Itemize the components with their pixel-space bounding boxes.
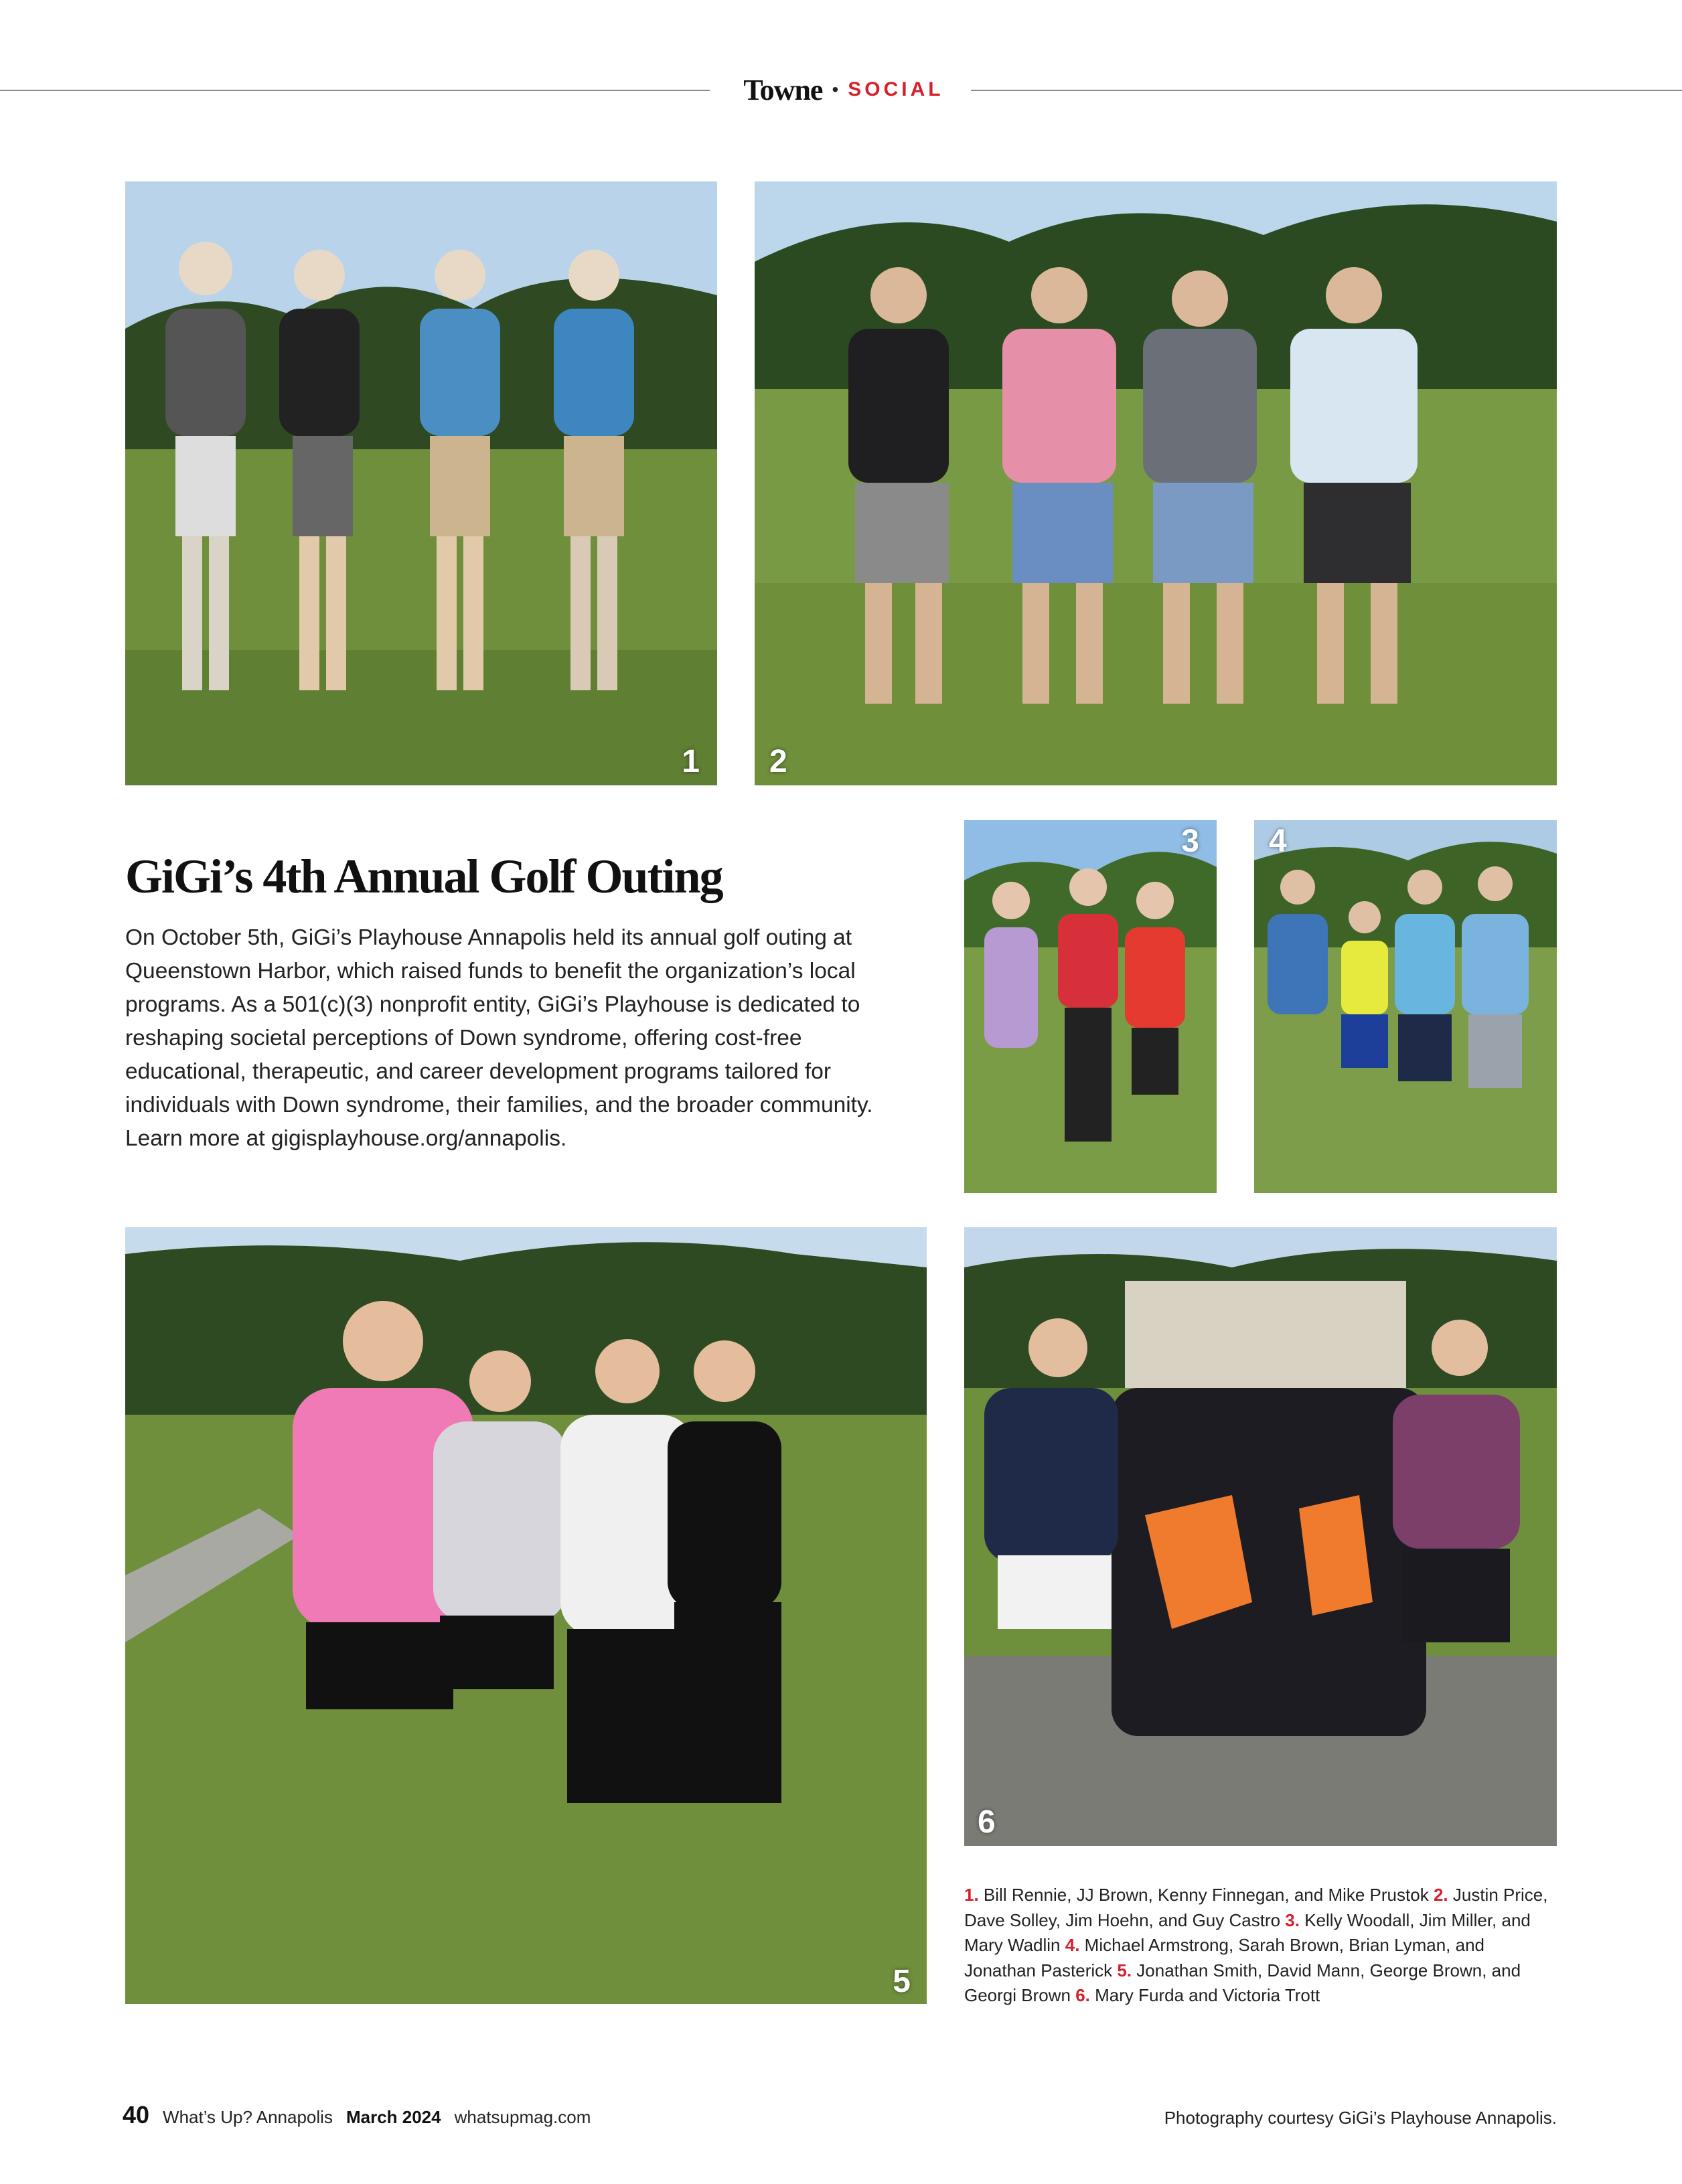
section-name: SOCIAL (848, 78, 944, 100)
golf-photo-icon (125, 1227, 927, 2004)
photo-credit: Photography courtesy GiGi’s Playhouse Annapolis. (1164, 2108, 1557, 2128)
header-rule-right (971, 90, 1682, 91)
page-footer (123, 2101, 591, 2134)
publication-name: What’s Up? Annapolis (163, 2107, 333, 2127)
photo-captions (964, 1883, 1553, 2009)
caption-number: 6. (1075, 1985, 1090, 2005)
header-rule-left (0, 90, 710, 91)
photo-number: 4 (1269, 824, 1287, 859)
caption-number: 4. (1065, 1935, 1080, 1955)
article-body: On October 5th, GiGi’s Playhouse Annapolis held its annual golf outing at Queenstown Harbor, which raised funds to benefit the organization’s local programs. As a 501(c)(3) nonprofit entity, GiGi’s Playhouse is dedicated to reshaping societal perceptions of Down syndrome, offering cost-free educational, therapeutic, and career development programs tailored for individuals with Down syndrome, their families, and the broader community. Learn more at gigisplayhouse.org/annapolis. (125, 925, 873, 1151)
caption-number: 2. (1433, 1885, 1448, 1905)
brand-name: Towne (743, 73, 823, 106)
photo-number: 3 (1181, 824, 1199, 859)
photo-1 (125, 181, 717, 785)
website-link[interactable]: whatsupmag.com (454, 2107, 591, 2127)
golf-photo-icon (125, 181, 717, 785)
caption-text: Justin Price, Dave Solley, Jim Hoehn, and Guy Castro (964, 1885, 1548, 1930)
photo-number: 2 (769, 744, 787, 779)
caption-number: 1. (964, 1885, 979, 1905)
caption-text: Mary Furda and Victoria Trott (1095, 1985, 1320, 2005)
section-header (730, 70, 958, 110)
caption-number: 3. (1285, 1909, 1300, 1930)
issue-date: March 2024 (346, 2107, 441, 2127)
golf-photo-icon (964, 1227, 1557, 1846)
photo-number: 1 (682, 744, 700, 779)
caption-text: Bill Rennie, JJ Brown, Kenny Finnegan, and Mike Prustok (983, 1885, 1429, 1905)
photo-5 (125, 1227, 927, 2004)
caption-text: Kelly Woodall, Jim Miller, and Mary Wadlin (964, 1909, 1531, 1955)
photo-number: 5 (893, 1964, 911, 1999)
photo-3 (964, 820, 1217, 1193)
golf-photo-icon (1254, 820, 1557, 1193)
caption-text: Michael Armstrong, Sarah Brown, Brian Lyman, and Jonathan Pasterick (964, 1935, 1484, 1980)
photo-2 (755, 181, 1557, 785)
golf-photo-icon (755, 181, 1557, 785)
photo-6 (964, 1227, 1557, 1846)
golf-photo-icon (964, 820, 1217, 1193)
header-separator: • (832, 79, 839, 100)
article-headline: GiGi’s 4th Annual Golf Outing (125, 850, 722, 903)
caption-number: 5. (1117, 1960, 1132, 1980)
photo-number: 6 (978, 1804, 996, 1840)
caption-text: Jonathan Smith, David Mann, George Brown, and Georgi Brown (964, 1960, 1521, 2005)
page-number: 40 (123, 2101, 150, 2128)
photo-4 (1254, 820, 1557, 1193)
